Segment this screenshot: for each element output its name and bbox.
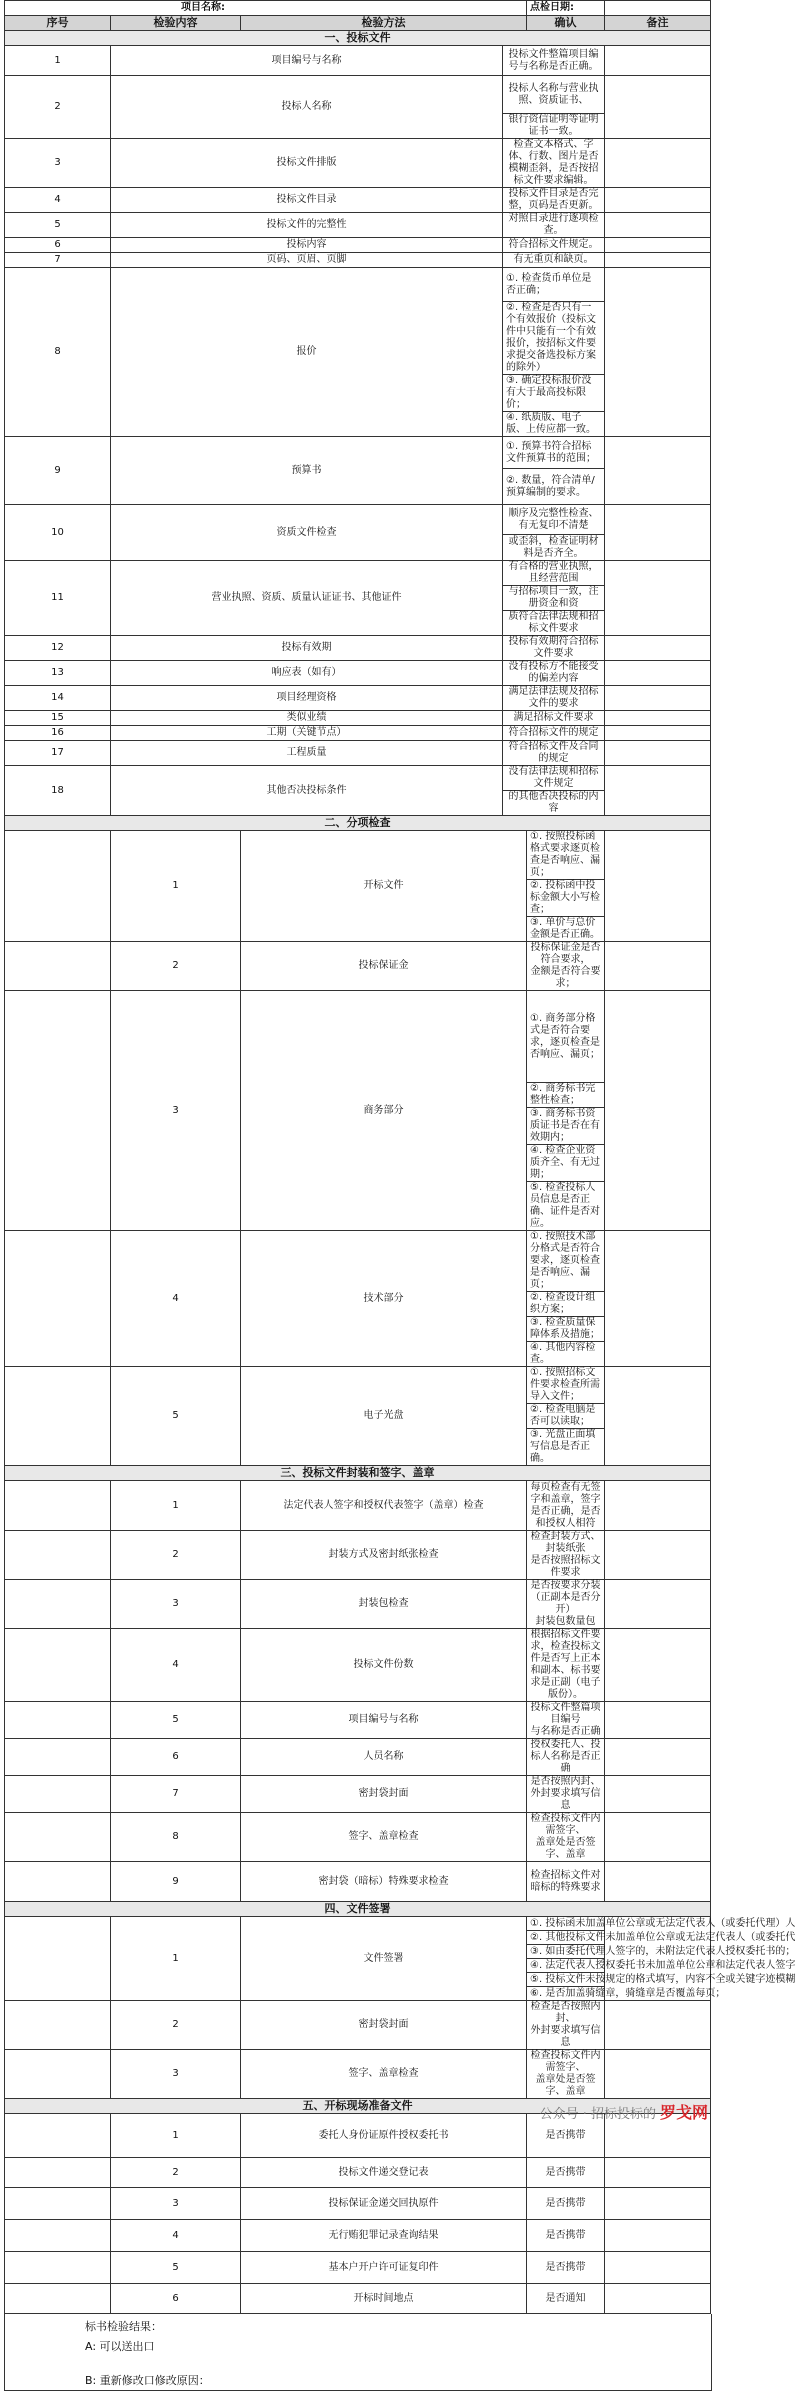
row-number: 5 bbox=[111, 1367, 241, 1466]
check-method: ③. 如由委托代理人签字的，未附法定代表人授权委托书的； bbox=[527, 1945, 605, 1959]
check-item: 技术部分 bbox=[241, 1231, 527, 1367]
check-method: ①. 检查货币单位是否正确； bbox=[503, 268, 605, 302]
check-date-label: 点检日期: bbox=[527, 1, 605, 16]
table-row bbox=[5, 2252, 711, 2284]
table-row bbox=[5, 437, 711, 469]
check-item: 电子光盘 bbox=[241, 1367, 527, 1466]
checklist-table bbox=[4, 0, 795, 2314]
confirm-cell[interactable] bbox=[605, 1862, 711, 1902]
check-item: 工程质量 bbox=[111, 741, 503, 766]
row-number: 4 bbox=[111, 2220, 241, 2252]
table-row bbox=[5, 766, 711, 791]
confirm-cell[interactable] bbox=[605, 1531, 711, 1580]
confirm-cell[interactable] bbox=[605, 1629, 711, 1702]
check-item: 响应表（如有） bbox=[111, 661, 503, 686]
confirm-cell[interactable] bbox=[605, 2252, 711, 2284]
confirm-cell[interactable] bbox=[605, 741, 711, 766]
table-row bbox=[5, 188, 711, 213]
check-method: 满足法律法规及招标文件的要求 bbox=[503, 686, 605, 711]
confirm-cell[interactable] bbox=[605, 2050, 711, 2099]
check-method: 是否携带 bbox=[527, 2220, 605, 2252]
indent-cell bbox=[5, 2188, 111, 2220]
confirm-cell[interactable] bbox=[605, 561, 711, 636]
row-number: 2 bbox=[111, 2001, 241, 2050]
confirm-cell[interactable] bbox=[605, 636, 711, 661]
check-method: ③. 光盘正面填写信息是否正确。 bbox=[527, 1429, 605, 1466]
check-item: 密封袋（暗标）特殊要求检查 bbox=[241, 1862, 527, 1902]
row-number: 5 bbox=[5, 213, 111, 238]
check-method: ④. 纸质版、电子版、上传应都一致。 bbox=[503, 412, 605, 437]
check-item: 项目编号与名称 bbox=[241, 1702, 527, 1739]
table-row bbox=[5, 2158, 711, 2188]
check-method: 顺序及完整性检查、有无复印不清楚 bbox=[503, 505, 605, 535]
row-number: 4 bbox=[111, 1629, 241, 1702]
row-number: 10 bbox=[5, 505, 111, 561]
check-item: 其他否决投标条件 bbox=[111, 766, 503, 816]
check-method: ④. 检查企业资质齐全、有无过期； bbox=[527, 1145, 605, 1182]
confirm-cell[interactable] bbox=[605, 76, 711, 139]
col-no: 序号 bbox=[5, 16, 111, 31]
row-number: 4 bbox=[5, 188, 111, 213]
check-method: ②. 数量，符合清单/预算编制的要求。 bbox=[503, 469, 605, 505]
row-number: 2 bbox=[111, 1531, 241, 1580]
row-number: 2 bbox=[111, 942, 241, 991]
section-title: 五、开标现场准备文件 bbox=[5, 2099, 711, 2114]
row-number: 12 bbox=[5, 636, 111, 661]
table-row bbox=[5, 1702, 711, 1739]
check-method: ①. 商务部分格式是否符合要求，逐页检查是否响应、漏页； bbox=[527, 991, 605, 1083]
table-row bbox=[5, 1862, 711, 1902]
check-item: 封装方式及密封纸张检查 bbox=[241, 1531, 527, 1580]
confirm-cell[interactable] bbox=[605, 2220, 711, 2252]
check-item: 委托人身份证原件授权委托书 bbox=[241, 2114, 527, 2158]
check-item: 投标文件递交登记表 bbox=[241, 2158, 527, 2188]
check-method: ③. 检查质量保障体系及措施； bbox=[527, 1317, 605, 1342]
row-number: 15 bbox=[5, 711, 111, 726]
check-method: 投标文件整篇项目编号 与名称是否正确 bbox=[527, 1702, 605, 1739]
check-date-value[interactable] bbox=[605, 1, 711, 16]
row-number: 14 bbox=[5, 686, 111, 711]
section-title: 二、分项检查 bbox=[5, 816, 711, 831]
row-number: 4 bbox=[111, 1231, 241, 1367]
check-method: 投标文件整篇项目编号与名称是否正确。 bbox=[503, 46, 605, 76]
indent-cell bbox=[5, 2158, 111, 2188]
table-row bbox=[5, 2050, 711, 2099]
indent-cell bbox=[5, 2001, 111, 2050]
check-method: 检查文本格式、字体、行数、图片是否模糊歪斜，是否按招标文件要求编辑。 bbox=[503, 139, 605, 188]
check-method: ⑤. 投标文件未按规定的格式填写，内容不全或关键字迹模糊 bbox=[527, 1973, 605, 1987]
check-method: 有无重页和缺页。 bbox=[503, 253, 605, 268]
table-row bbox=[5, 1367, 711, 1404]
table-row bbox=[5, 1580, 711, 1629]
check-method: ③. 确定投标报价没有大于最高投标限价； bbox=[503, 375, 605, 412]
indent-cell bbox=[5, 1367, 111, 1466]
confirm-cell[interactable] bbox=[605, 139, 711, 188]
check-method: 是否按照内封、外封要求填写信息 bbox=[527, 1776, 605, 1813]
table-row bbox=[5, 831, 711, 880]
indent-cell bbox=[5, 942, 111, 991]
table-row bbox=[5, 2188, 711, 2220]
indent-cell bbox=[5, 2220, 111, 2252]
check-method: ⑤. 检查投标人员信息是否正确、证件是否对应。 bbox=[527, 1182, 605, 1231]
check-method: 是否按要求分装（正副本是否分开） 封装包数量包 bbox=[527, 1580, 605, 1629]
table-row bbox=[5, 991, 711, 1083]
confirm-cell[interactable] bbox=[605, 2188, 711, 2220]
check-method: 对照目录进行逐项检查。 bbox=[503, 213, 605, 238]
table-row bbox=[5, 661, 711, 686]
row-number: 6 bbox=[111, 1739, 241, 1776]
indent-cell bbox=[5, 2252, 111, 2284]
check-method: ②. 检查设计组织方案； bbox=[527, 1292, 605, 1317]
table-row bbox=[5, 636, 711, 661]
check-method: ⑥. 是否加盖骑缝章，骑缝章是否覆盖每页； bbox=[527, 1987, 605, 2001]
row-number: 5 bbox=[111, 2252, 241, 2284]
check-method: 投标保证金是否符合要求， 金额是否符合要求； bbox=[527, 942, 605, 991]
check-method: 有合格的营业执照，且经营范围 bbox=[503, 561, 605, 586]
check-item: 投标内容 bbox=[111, 238, 503, 253]
indent-cell bbox=[5, 1481, 111, 1531]
col-confirm: 确认 bbox=[527, 16, 605, 31]
row-number: 11 bbox=[5, 561, 111, 636]
row-number: 9 bbox=[111, 1862, 241, 1902]
indent-cell bbox=[5, 1629, 111, 1702]
table-row bbox=[5, 2220, 711, 2252]
check-method: ②. 检查电脑是否可以读取； bbox=[527, 1404, 605, 1429]
check-method: 检查招标文件对暗标的特殊要求 bbox=[527, 1862, 605, 1902]
row-number: 8 bbox=[5, 268, 111, 437]
check-method: 授权委托人、投标人名称是否正确 bbox=[527, 1739, 605, 1776]
check-method: ①. 按照投标函格式要求逐页检查是否响应、漏页； bbox=[527, 831, 605, 880]
indent-cell bbox=[5, 1862, 111, 1902]
watermark-text: 公众号 · 招标投标的 bbox=[539, 2107, 656, 2122]
check-method: 或歪斜，检查证明材料是否齐全。 bbox=[503, 535, 605, 561]
check-method: 检查封装方式、封装纸张 是否按照招标文件要求 bbox=[527, 1531, 605, 1580]
check-method: 是否携带 bbox=[527, 2158, 605, 2188]
row-number: 7 bbox=[5, 253, 111, 268]
check-method: 投标文件目录是否完整，页码是否更新。 bbox=[503, 188, 605, 213]
table-row bbox=[5, 268, 711, 302]
table-row bbox=[5, 726, 711, 741]
section-title: 三、投标文件封装和签字、盖章 bbox=[5, 1466, 711, 1481]
check-item: 类似业绩 bbox=[111, 711, 503, 726]
row-number: 5 bbox=[111, 1702, 241, 1739]
watermark bbox=[540, 2100, 708, 2123]
confirm-cell[interactable] bbox=[605, 1580, 711, 1629]
confirm-cell[interactable] bbox=[605, 991, 711, 1231]
check-method: 根据招标文件要求，检查投标文件是否写上正本和副本、标书要求是正副（电子版份）。 bbox=[527, 1629, 605, 1702]
indent-cell bbox=[5, 1776, 111, 1813]
check-method: ④. 其他内容检查。 bbox=[527, 1342, 605, 1367]
table-row bbox=[5, 561, 711, 586]
check-method: 检查是否按照内封、 外封要求填写信息 bbox=[527, 2001, 605, 2050]
confirm-cell[interactable] bbox=[605, 213, 711, 238]
confirm-cell[interactable] bbox=[605, 766, 711, 816]
brand-logo: 罗戈网 bbox=[659, 2103, 708, 2122]
check-item: 人员名称 bbox=[241, 1739, 527, 1776]
table-row bbox=[5, 1629, 711, 1702]
check-item: 项目编号与名称 bbox=[111, 46, 503, 76]
indent-cell bbox=[5, 991, 111, 1231]
confirm-cell[interactable] bbox=[605, 505, 711, 561]
section-title: 四、文件签署 bbox=[5, 1902, 711, 1917]
table-row bbox=[5, 686, 711, 711]
check-method: 满足招标文件要求 bbox=[503, 711, 605, 726]
section-title: 一、投标文件 bbox=[5, 31, 711, 46]
col-content: 检验内容 bbox=[111, 16, 241, 31]
table-row bbox=[5, 1776, 711, 1813]
check-item: 基本户开户许可证复印件 bbox=[241, 2252, 527, 2284]
row-number: 1 bbox=[111, 2114, 241, 2158]
project-name-label: 项目名称: bbox=[5, 1, 527, 16]
row-number: 2 bbox=[111, 2158, 241, 2188]
confirm-cell[interactable] bbox=[605, 1739, 711, 1776]
table-row bbox=[5, 942, 711, 991]
indent-cell bbox=[5, 2050, 111, 2099]
check-method: 没有法律法规和招标文件规定 bbox=[503, 766, 605, 791]
confirm-cell[interactable] bbox=[605, 238, 711, 253]
confirm-cell[interactable] bbox=[605, 1481, 711, 1531]
table-row bbox=[5, 238, 711, 253]
confirm-cell[interactable] bbox=[605, 46, 711, 76]
table-row bbox=[5, 741, 711, 766]
table-row bbox=[5, 711, 711, 726]
check-method: 检查投标文件内需签字、 盖章处是否签字、盖章 bbox=[527, 1813, 605, 1862]
confirm-cell[interactable] bbox=[605, 2284, 711, 2314]
table-row bbox=[5, 1481, 711, 1531]
section-row bbox=[5, 31, 711, 46]
check-method: 每页检查有无签字和盖章，签字是否正确，是否和授权人相符 bbox=[527, 1481, 605, 1531]
check-method: 质符合法律法规和招标文件要求 bbox=[503, 611, 605, 636]
check-item: 开标文件 bbox=[241, 831, 527, 942]
indent-cell bbox=[5, 1813, 111, 1862]
check-item: 预算书 bbox=[111, 437, 503, 505]
row-number: 9 bbox=[5, 437, 111, 505]
row-number: 3 bbox=[111, 1580, 241, 1629]
row-number: 3 bbox=[5, 139, 111, 188]
row-number: 3 bbox=[111, 2188, 241, 2220]
col-method: 检验方法 bbox=[241, 16, 527, 31]
row-number: 2 bbox=[5, 76, 111, 139]
confirm-cell[interactable] bbox=[605, 942, 711, 991]
section-row bbox=[5, 1902, 711, 1917]
table-row bbox=[5, 253, 711, 268]
confirm-cell[interactable] bbox=[605, 2158, 711, 2188]
option-b[interactable]: B: 重新修改口修改原因： bbox=[85, 2374, 210, 2387]
check-method: ①. 按照招标文件要求检查所需导入文件； bbox=[527, 1367, 605, 1404]
check-method: 符合招标文件规定。 bbox=[503, 238, 605, 253]
row-number: 6 bbox=[5, 238, 111, 253]
check-item: 法定代表人签字和授权代表签字（盖章）检查 bbox=[241, 1481, 527, 1531]
confirm-cell[interactable] bbox=[605, 661, 711, 686]
check-item: 报价 bbox=[111, 268, 503, 437]
row-number: 3 bbox=[111, 991, 241, 1231]
indent-cell bbox=[5, 1702, 111, 1739]
check-method: ③. 单价与总价金额是否正确。 bbox=[527, 917, 605, 942]
check-item: 投标保证金递交回执原件 bbox=[241, 2188, 527, 2220]
option-a[interactable]: A: 可以送出口 bbox=[85, 2340, 155, 2353]
check-method: 是否通知 bbox=[527, 2284, 605, 2314]
check-method: ②. 其他投标文件未加盖单位公章或无法定代表人（或委托代 bbox=[527, 1931, 605, 1945]
indent-cell bbox=[5, 1231, 111, 1367]
table-row bbox=[5, 2284, 711, 2314]
check-item: 密封袋封面 bbox=[241, 1776, 527, 1813]
confirm-cell[interactable] bbox=[605, 711, 711, 726]
check-item: 项目经理资格 bbox=[111, 686, 503, 711]
confirm-cell[interactable] bbox=[605, 253, 711, 268]
check-item: 签字、盖章检查 bbox=[241, 2050, 527, 2099]
check-method: ①. 预算书符合招标文件预算书的范围； bbox=[503, 437, 605, 469]
row-number: 3 bbox=[111, 2050, 241, 2099]
row-number: 1 bbox=[111, 831, 241, 942]
indent-cell bbox=[5, 2114, 111, 2158]
check-item: 投标人名称 bbox=[111, 76, 503, 139]
check-item: 密封袋封面 bbox=[241, 2001, 527, 2050]
section-row bbox=[5, 816, 711, 831]
confirm-cell[interactable] bbox=[605, 437, 711, 505]
check-method: ①. 按照技术部分格式是否符合要求，逐页检查是否响应、漏页； bbox=[527, 1231, 605, 1292]
check-method: ②. 投标函中投标金额大小写检查； bbox=[527, 880, 605, 917]
indent-cell bbox=[5, 1531, 111, 1580]
check-item: 投标文件份数 bbox=[241, 1629, 527, 1702]
check-method: 银行资信证明等证明证书一致。 bbox=[503, 114, 605, 139]
row-number: 1 bbox=[111, 1917, 241, 2001]
check-method: 检查投标文件内需签字、 盖章处是否签字、盖章 bbox=[527, 2050, 605, 2099]
confirm-cell[interactable] bbox=[605, 268, 711, 437]
table-row bbox=[5, 1739, 711, 1776]
check-method: ②. 商务标书完整性检查； bbox=[527, 1083, 605, 1108]
table-row bbox=[5, 1813, 711, 1862]
row-number: 8 bbox=[111, 1813, 241, 1862]
check-item: 开标时间地点 bbox=[241, 2284, 527, 2314]
check-method: 与招标项目一致，注册资金和资 bbox=[503, 586, 605, 611]
check-item: 封装包检查 bbox=[241, 1580, 527, 1629]
check-item: 商务部分 bbox=[241, 991, 527, 1231]
check-method: 投标人名称与营业执照、资质证书、 bbox=[503, 76, 605, 114]
row-number: 6 bbox=[111, 2284, 241, 2314]
check-item: 工期（关键节点） bbox=[111, 726, 503, 741]
check-method: 没有投标方不能接受的偏差内容 bbox=[503, 661, 605, 686]
check-method: ②. 检查是否只有一个有效报价（投标文件中只能有一个有效报价，按招标文件要求提交备选投标方案的除外） bbox=[503, 302, 605, 375]
section-row bbox=[5, 1466, 711, 1481]
check-method: 投标有效期符合招标文件要求 bbox=[503, 636, 605, 661]
col-remark: 备注 bbox=[605, 16, 711, 31]
check-item: 投标有效期 bbox=[111, 636, 503, 661]
check-method: ④. 法定代表人授权委托书未加盖单位公章和法定代表人签字 bbox=[527, 1959, 605, 1973]
check-method: 是否携带 bbox=[527, 2114, 605, 2158]
check-item: 资质文件检查 bbox=[111, 505, 503, 561]
result-label: 标书检验结果： bbox=[85, 2320, 162, 2333]
check-item: 签字、盖章检查 bbox=[241, 1813, 527, 1862]
row-number: 1 bbox=[5, 46, 111, 76]
confirm-cell[interactable] bbox=[605, 686, 711, 711]
confirm-cell[interactable] bbox=[605, 1231, 711, 1367]
confirm-cell[interactable] bbox=[605, 1813, 711, 1862]
confirm-cell[interactable] bbox=[605, 726, 711, 741]
table-row bbox=[5, 46, 711, 76]
indent-cell bbox=[5, 1917, 111, 2001]
check-item: 营业执照、资质、质量认证证书、其他证件 bbox=[111, 561, 503, 636]
table-row bbox=[5, 1231, 711, 1292]
result-footer bbox=[4, 2314, 712, 2391]
table-row bbox=[5, 2001, 711, 2050]
table-row bbox=[5, 139, 711, 188]
confirm-cell[interactable] bbox=[605, 1367, 711, 1466]
indent-cell bbox=[5, 1739, 111, 1776]
table-row bbox=[5, 213, 711, 238]
check-method: 的其他否决投标的内容 bbox=[503, 791, 605, 816]
check-item: 投标保证金 bbox=[241, 942, 527, 991]
table-row bbox=[5, 1917, 711, 1931]
indent-cell bbox=[5, 1580, 111, 1629]
row-number: 7 bbox=[111, 1776, 241, 1813]
check-method: ③. 商务标书资质证书是否在有效期内； bbox=[527, 1108, 605, 1145]
row-number: 16 bbox=[5, 726, 111, 741]
check-item: 无行贿犯罪记录查询结果 bbox=[241, 2220, 527, 2252]
table-row bbox=[5, 76, 711, 114]
confirm-cell[interactable] bbox=[605, 831, 711, 942]
check-item: 投标文件的完整性 bbox=[111, 213, 503, 238]
confirm-cell[interactable] bbox=[605, 188, 711, 213]
check-method: 是否携带 bbox=[527, 2188, 605, 2220]
row-number: 17 bbox=[5, 741, 111, 766]
check-method: 符合招标文件及合同的规定 bbox=[503, 741, 605, 766]
check-item: 文件签署 bbox=[241, 1917, 527, 2001]
check-item: 投标文件排版 bbox=[111, 139, 503, 188]
check-item: 页码、页眉、页脚 bbox=[111, 253, 503, 268]
confirm-cell[interactable] bbox=[605, 2001, 711, 2050]
row-number: 13 bbox=[5, 661, 111, 686]
column-header-row bbox=[5, 16, 711, 31]
indent-cell bbox=[5, 831, 111, 942]
row-number: 1 bbox=[111, 1481, 241, 1531]
check-method: 是否携带 bbox=[527, 2252, 605, 2284]
check-method: ①. 投标函未加盖单位公章或无法定代表人（或委托代理）人 bbox=[527, 1917, 605, 1931]
indent-cell bbox=[5, 2284, 111, 2314]
table-row bbox=[5, 505, 711, 535]
check-method: 符合招标文件的规定 bbox=[503, 726, 605, 741]
table-row bbox=[5, 1531, 711, 1580]
project-row bbox=[5, 1, 711, 16]
confirm-cell[interactable] bbox=[605, 1702, 711, 1739]
confirm-cell[interactable] bbox=[605, 1776, 711, 1813]
check-item: 投标文件目录 bbox=[111, 188, 503, 213]
row-number: 18 bbox=[5, 766, 111, 816]
